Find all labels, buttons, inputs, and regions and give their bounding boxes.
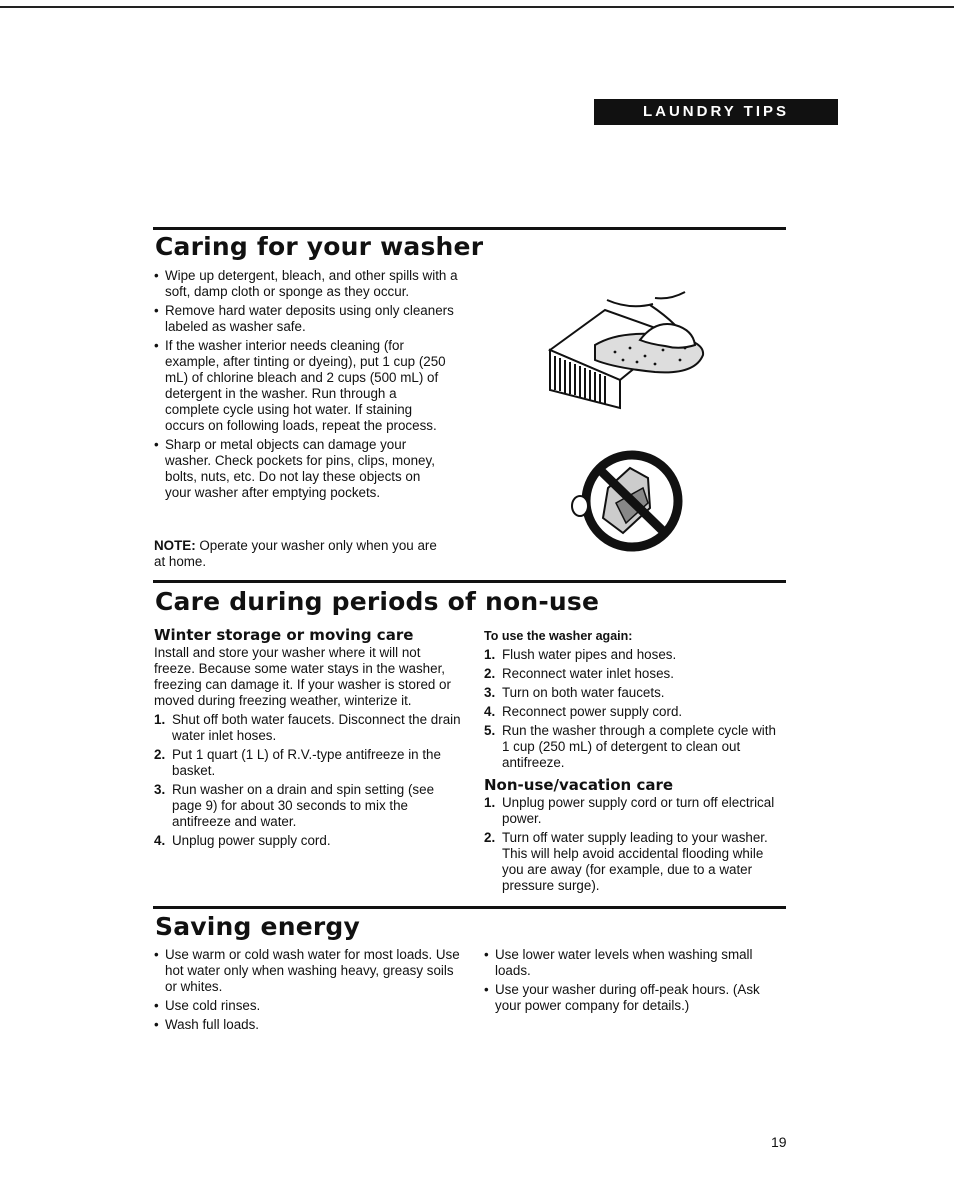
winter-step [154, 833, 462, 849]
winter-step [154, 712, 462, 744]
note-text: Operate your washer only when you are at home. [154, 538, 437, 569]
energy-bullet: • Use warm or cold wash water for most loads. Use hot water only when washing heavy, greasy soils or whites. [154, 947, 464, 995]
caring-bullet: • Wipe up detergent, bleach, and other spills with a soft, damp cloth or sponge as they occur. [154, 268, 474, 300]
caring-bullet: • Remove hard water deposits using only cleaners labeled as washer safe. [154, 303, 474, 335]
step-number: 2. [484, 830, 496, 845]
vacation-heading: Non-use/vacation care [484, 776, 674, 794]
energy-title: Saving energy [155, 912, 360, 941]
no-sharp-objects-icon [568, 448, 692, 554]
step-number: 4. [154, 833, 166, 848]
wiping-washer-illustration [545, 290, 715, 410]
energy-bullet: • Use your washer during off-peak hours. (Ask your power company for details.) [484, 982, 784, 1014]
nonuse-rule [153, 580, 786, 583]
use-again-step [484, 723, 784, 771]
caring-bullet: • If the washer interior needs cleaning (for example, after tinting or dyeing), put 1 cup (250 mL) of chlorine bleach and 2 cups (500 mL) of detergent in the washer. Run through a complete cycle using hot water. If staining occurs on following loads, repeat the process. [154, 338, 450, 434]
step-text: Run washer on a drain and spin setting (see page 9) for about 30 seconds to mix the antifreeze and water. [172, 782, 435, 829]
note-label: NOTE: [154, 538, 196, 553]
step-number: 2. [154, 747, 166, 762]
winter-steps [154, 712, 462, 849]
energy-list-right [484, 947, 784, 1017]
vacation-step [484, 795, 784, 827]
use-again-step [484, 666, 784, 682]
step-text: Shut off both water faucets. Disconnect the drain water inlet hoses. [172, 712, 461, 743]
step-number: 1. [484, 795, 496, 810]
caring-bullet: • Sharp or metal objects can damage your washer. Check pockets for pins, clips, money, bolts, nuts, etc. Do not lay these objects on your washer after emptying pockets. [154, 437, 435, 501]
step-number: 2. [484, 666, 496, 681]
winter-step [154, 782, 462, 830]
winter-step [154, 747, 462, 779]
section-banner: LAUNDRY TIPS [594, 99, 838, 125]
caring-note [154, 538, 444, 570]
caring-list [154, 268, 474, 504]
step-number: 3. [154, 782, 166, 797]
winter-intro: Install and store your washer where it will not freeze. Because some water stays in the washer, freezing can damage it. If your washer is stored or moved during freezing weather, winterize it. [154, 645, 451, 708]
energy-bullet: • Wash full loads. [154, 1017, 464, 1033]
top-rule [0, 6, 954, 8]
step-number: 1. [154, 712, 166, 727]
use-again-section [484, 628, 784, 897]
use-again-step [484, 704, 784, 720]
step-text: Unplug power supply cord. [172, 833, 331, 848]
energy-rule [153, 906, 786, 909]
step-text: Reconnect power supply cord. [502, 704, 683, 719]
use-again-step [484, 647, 784, 663]
step-number: 4. [484, 704, 496, 719]
winter-section [154, 627, 462, 852]
vacation-steps [484, 795, 784, 894]
energy-bullet: • Use lower water levels when washing small loads. [484, 947, 784, 979]
energy-bullet: • Use cold rinses. [154, 998, 464, 1014]
step-text: Turn off water supply leading to your washer. This will help avoid accidental flooding while you are away (for example, due to a water pressure surge). [502, 830, 768, 893]
step-text: Unplug power supply cord or turn off electrical power. [502, 795, 775, 826]
energy-list-left [154, 947, 464, 1036]
step-number: 5. [484, 723, 496, 738]
caring-title: Caring for your washer [155, 232, 484, 261]
step-number: 1. [484, 647, 496, 662]
step-text: Run the washer through a complete cycle with 1 cup (250 mL) of detergent to clean out antifreeze. [502, 723, 776, 770]
use-again-steps [484, 647, 784, 771]
vacation-step [484, 830, 784, 894]
nonuse-title: Care during periods of non-use [155, 587, 600, 616]
use-again-step [484, 685, 784, 701]
page-number: 19 [771, 1134, 787, 1150]
step-text: Reconnect water inlet hoses. [502, 666, 674, 681]
step-number: 3. [484, 685, 496, 700]
step-text: Turn on both water faucets. [502, 685, 665, 700]
step-text: Flush water pipes and hoses. [502, 647, 677, 662]
step-text: Put 1 quart (1 L) of R.V.-type antifreeze in the basket. [172, 747, 441, 778]
use-again-heading: To use the washer again: [484, 629, 633, 643]
caring-rule [153, 227, 786, 230]
winter-heading: Winter storage or moving care [154, 626, 414, 644]
